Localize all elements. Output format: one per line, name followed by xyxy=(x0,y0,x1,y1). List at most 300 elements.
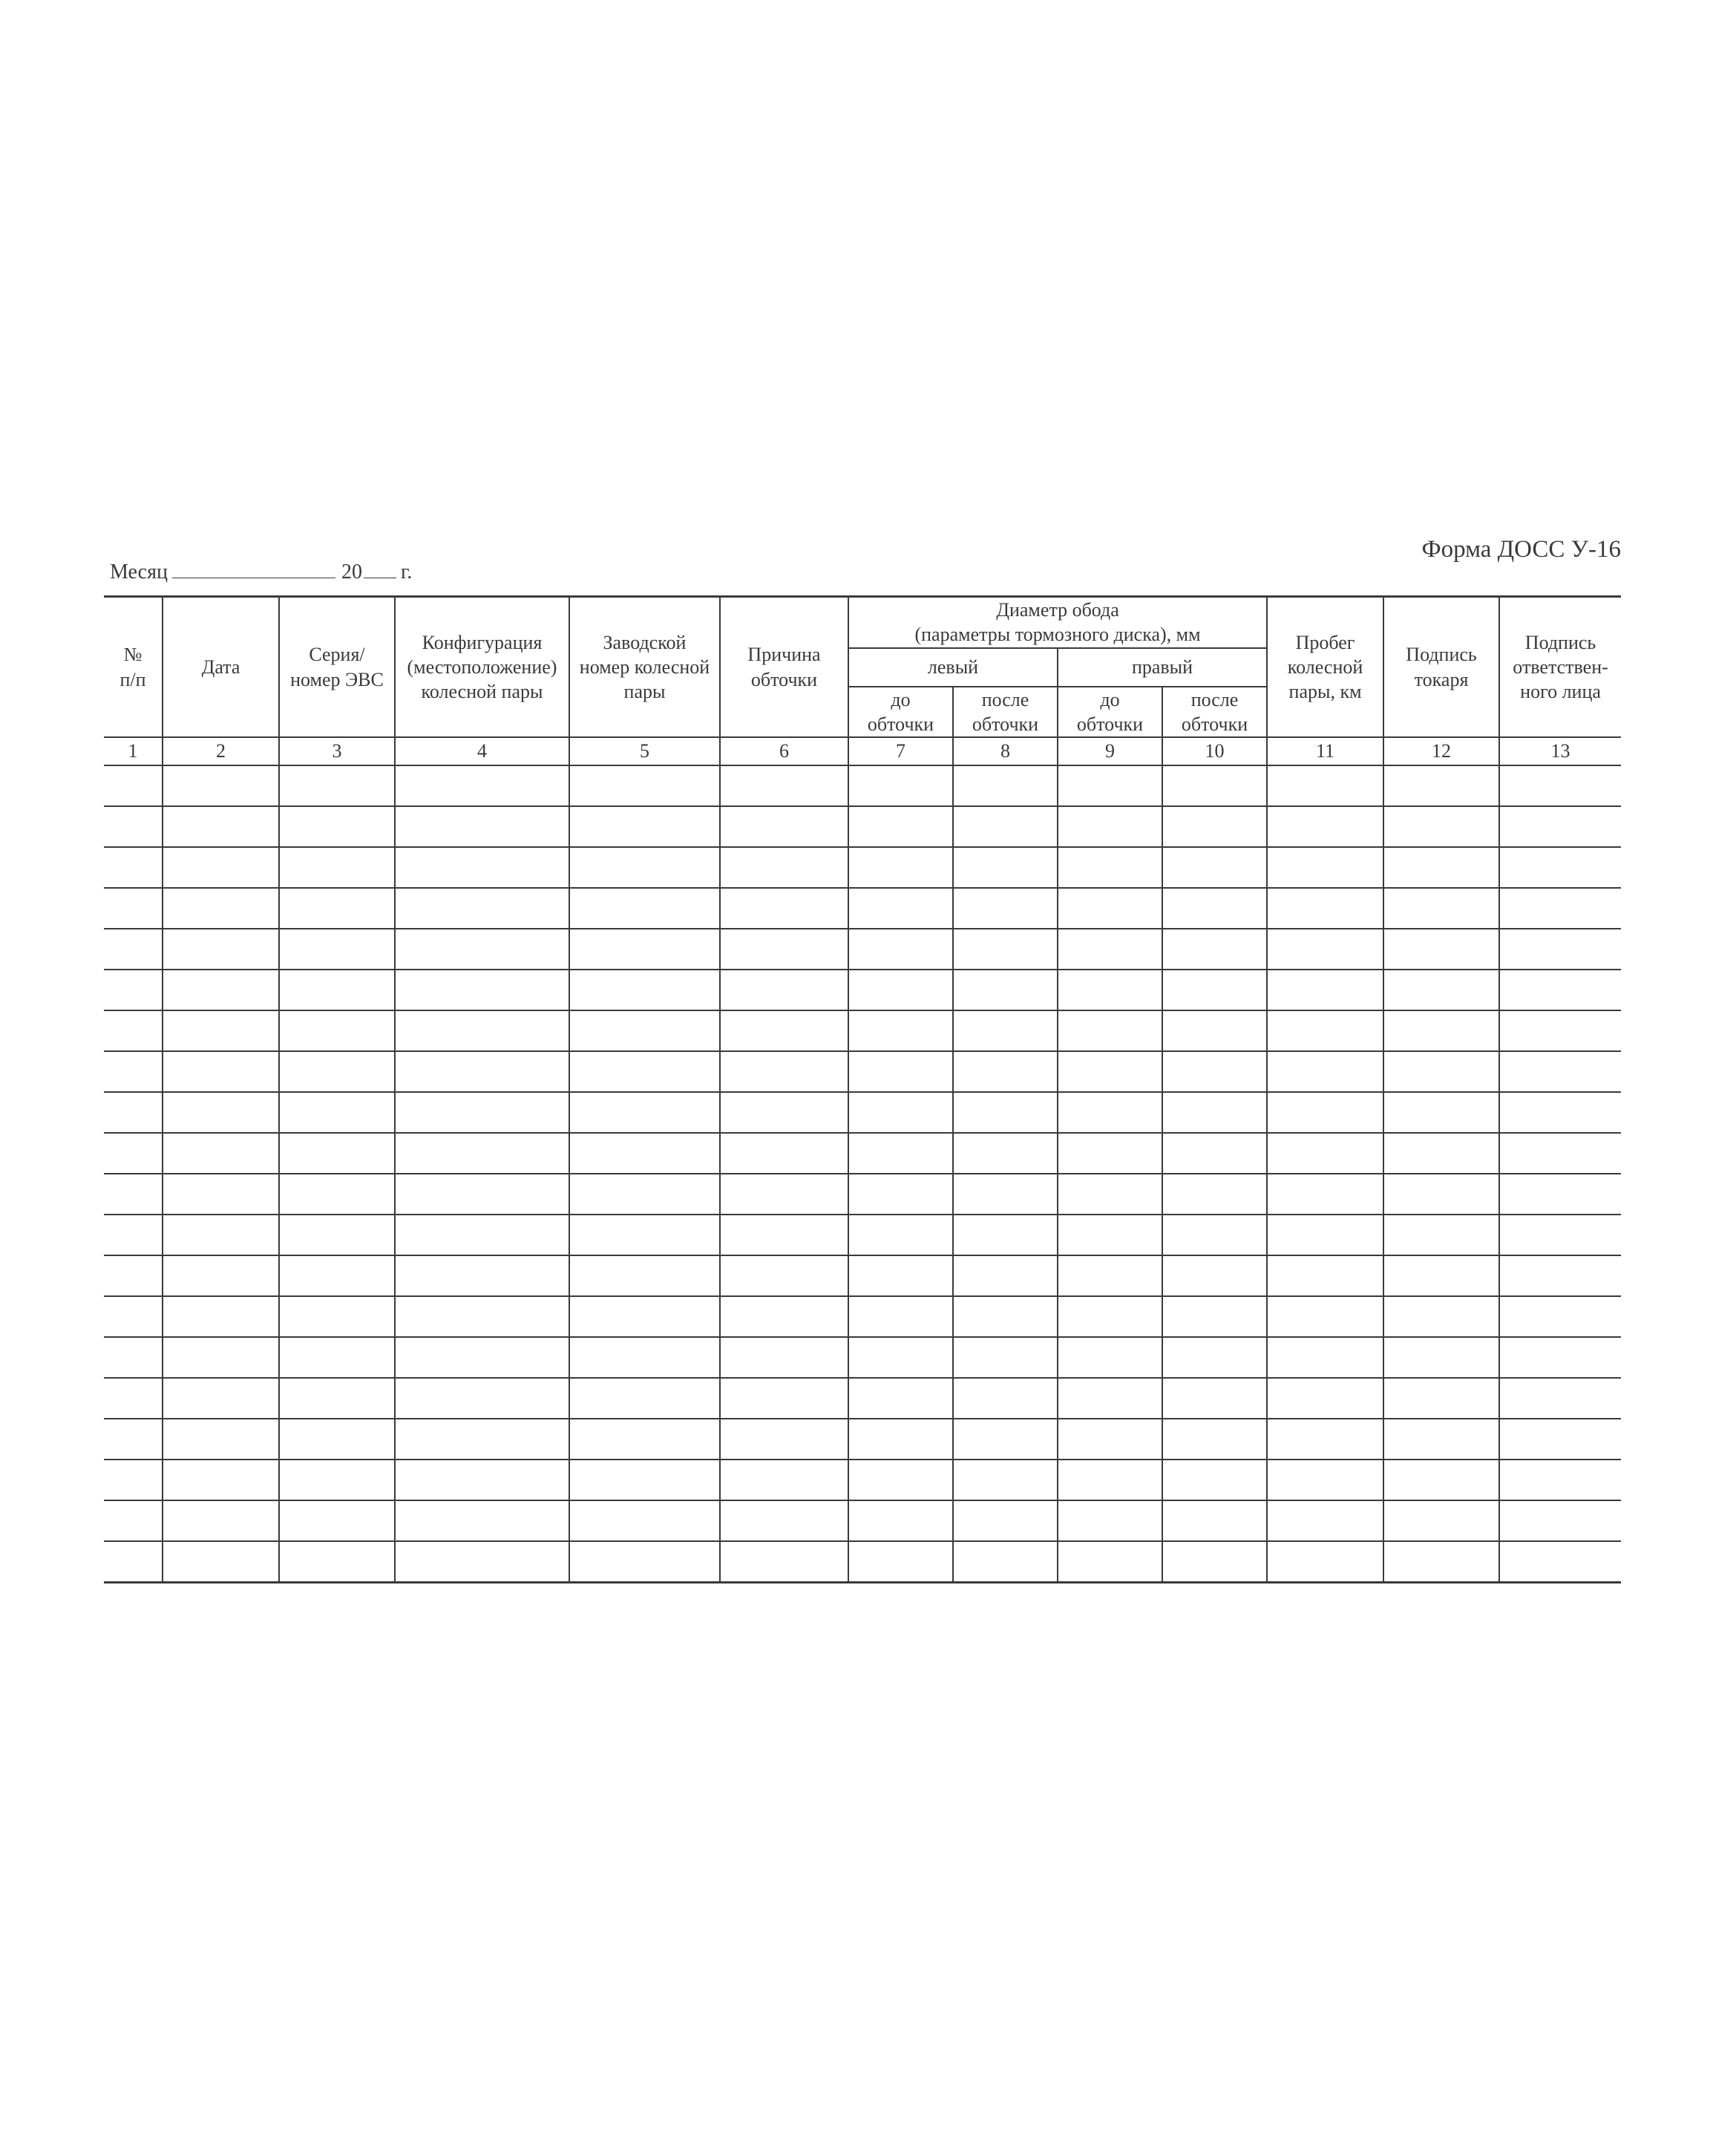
table-cell[interactable] xyxy=(720,1460,848,1500)
table-cell[interactable] xyxy=(163,1296,279,1337)
table-row xyxy=(104,1296,1621,1337)
table-cell[interactable] xyxy=(569,1255,720,1296)
table-cell[interactable] xyxy=(104,929,163,970)
table-cell[interactable] xyxy=(569,1541,720,1583)
table-cell[interactable] xyxy=(1383,929,1499,970)
table-cell[interactable] xyxy=(163,1215,279,1255)
table-cell[interactable] xyxy=(953,929,1058,970)
table-cell[interactable] xyxy=(1499,1296,1621,1337)
table-cell[interactable] xyxy=(1383,888,1499,929)
table-cell[interactable] xyxy=(720,888,848,929)
table-cell[interactable] xyxy=(279,929,395,970)
table-cell[interactable] xyxy=(395,1133,569,1174)
table-cell[interactable] xyxy=(395,1092,569,1133)
table-cell[interactable] xyxy=(279,1419,395,1460)
table-cell[interactable] xyxy=(953,1500,1058,1541)
table-cell[interactable] xyxy=(1058,1500,1162,1541)
table-cell[interactable] xyxy=(1162,970,1267,1010)
table-cell[interactable] xyxy=(720,765,848,806)
table-cell[interactable] xyxy=(395,1296,569,1337)
table-cell[interactable] xyxy=(953,1010,1058,1051)
table-cell[interactable] xyxy=(395,1500,569,1541)
table-cell[interactable] xyxy=(953,1133,1058,1174)
table-cell[interactable] xyxy=(1267,765,1383,806)
table-cell[interactable] xyxy=(163,1255,279,1296)
table-cell[interactable] xyxy=(279,1296,395,1337)
table-cell[interactable] xyxy=(1267,1255,1383,1296)
table-cell[interactable] xyxy=(848,1255,953,1296)
table-cell[interactable] xyxy=(279,1378,395,1419)
month-blank[interactable] xyxy=(172,561,335,578)
table-cell[interactable] xyxy=(1058,847,1162,888)
table-cell[interactable] xyxy=(720,1378,848,1419)
table-cell[interactable] xyxy=(104,1460,163,1500)
column-number: 5 xyxy=(569,737,720,765)
table-cell[interactable] xyxy=(1058,806,1162,847)
table-cell[interactable] xyxy=(395,1460,569,1500)
table-cell[interactable] xyxy=(1162,1010,1267,1051)
journal-body xyxy=(104,765,1621,1583)
table-cell[interactable] xyxy=(1267,970,1383,1010)
table-cell[interactable] xyxy=(1267,1419,1383,1460)
table-cell[interactable] xyxy=(104,1541,163,1583)
table-cell[interactable] xyxy=(395,888,569,929)
table-cell[interactable] xyxy=(1499,929,1621,970)
table-cell[interactable] xyxy=(1058,1174,1162,1215)
table-cell[interactable] xyxy=(1162,847,1267,888)
table-cell[interactable] xyxy=(720,1541,848,1583)
table-cell[interactable] xyxy=(953,888,1058,929)
table-cell[interactable] xyxy=(1162,765,1267,806)
table-cell[interactable] xyxy=(1267,806,1383,847)
column-number: 13 xyxy=(1499,737,1621,765)
table-cell[interactable] xyxy=(1162,1337,1267,1378)
table-row xyxy=(104,929,1621,970)
table-cell[interactable] xyxy=(163,1010,279,1051)
table-cell[interactable] xyxy=(569,1215,720,1255)
column-number: 11 xyxy=(1267,737,1383,765)
table-cell[interactable] xyxy=(1267,1215,1383,1255)
table-cell[interactable] xyxy=(279,1500,395,1541)
year-blank[interactable] xyxy=(364,561,396,578)
table-cell[interactable] xyxy=(720,1133,848,1174)
table-cell[interactable] xyxy=(104,1337,163,1378)
table-cell[interactable] xyxy=(395,1174,569,1215)
table-cell[interactable] xyxy=(569,888,720,929)
table-cell[interactable] xyxy=(1162,1378,1267,1419)
table-cell[interactable] xyxy=(104,970,163,1010)
header-date: Дата xyxy=(163,597,279,738)
table-cell[interactable] xyxy=(163,929,279,970)
table-cell[interactable] xyxy=(1499,1133,1621,1174)
table-cell[interactable] xyxy=(1058,1255,1162,1296)
table-cell[interactable] xyxy=(279,1092,395,1133)
header-left-after: после обточки xyxy=(953,687,1058,738)
table-cell[interactable] xyxy=(1499,1337,1621,1378)
table-cell[interactable] xyxy=(279,1255,395,1296)
table-cell[interactable] xyxy=(848,1010,953,1051)
table-cell[interactable] xyxy=(395,765,569,806)
table-cell[interactable] xyxy=(395,1255,569,1296)
table-cell[interactable] xyxy=(1058,1378,1162,1419)
table-cell[interactable] xyxy=(1499,888,1621,929)
table-cell[interactable] xyxy=(163,1092,279,1133)
table-cell[interactable] xyxy=(279,1174,395,1215)
table-cell[interactable] xyxy=(569,1133,720,1174)
table-cell[interactable] xyxy=(720,1092,848,1133)
table-cell[interactable] xyxy=(848,888,953,929)
table-cell[interactable] xyxy=(953,765,1058,806)
table-cell[interactable] xyxy=(163,1460,279,1500)
table-cell[interactable] xyxy=(1162,1500,1267,1541)
table-cell[interactable] xyxy=(1499,1092,1621,1133)
table-cell[interactable] xyxy=(1058,1419,1162,1460)
table-cell[interactable] xyxy=(1267,1337,1383,1378)
table-cell[interactable] xyxy=(395,1541,569,1583)
table-cell[interactable] xyxy=(1162,806,1267,847)
table-cell[interactable] xyxy=(395,929,569,970)
table-cell[interactable] xyxy=(569,765,720,806)
table-cell[interactable] xyxy=(848,1174,953,1215)
table-cell[interactable] xyxy=(163,1051,279,1092)
table-cell[interactable] xyxy=(1383,1174,1499,1215)
year-suffix: г. xyxy=(400,560,413,584)
table-cell[interactable] xyxy=(848,970,953,1010)
table-cell[interactable] xyxy=(279,847,395,888)
table-cell[interactable] xyxy=(848,1215,953,1255)
table-cell[interactable] xyxy=(279,1460,395,1500)
table-cell[interactable] xyxy=(720,970,848,1010)
table-cell[interactable] xyxy=(569,929,720,970)
table-cell[interactable] xyxy=(1267,1010,1383,1051)
table-cell[interactable] xyxy=(1383,1255,1499,1296)
table-cell[interactable] xyxy=(569,1092,720,1133)
table-cell[interactable] xyxy=(1058,1133,1162,1174)
table-cell[interactable] xyxy=(848,847,953,888)
table-cell[interactable] xyxy=(1267,847,1383,888)
table-cell[interactable] xyxy=(395,1215,569,1255)
table-cell[interactable] xyxy=(720,1215,848,1255)
table-cell[interactable] xyxy=(163,1133,279,1174)
table-cell[interactable] xyxy=(163,1419,279,1460)
table-cell[interactable] xyxy=(848,765,953,806)
table-cell[interactable] xyxy=(279,1051,395,1092)
table-cell[interactable] xyxy=(1162,1255,1267,1296)
table-row xyxy=(104,888,1621,929)
table-cell[interactable] xyxy=(848,1500,953,1541)
table-cell[interactable] xyxy=(1162,929,1267,970)
table-cell[interactable] xyxy=(163,1500,279,1541)
table-cell[interactable] xyxy=(1058,765,1162,806)
table-cell[interactable] xyxy=(1267,1378,1383,1419)
table-cell[interactable] xyxy=(163,888,279,929)
table-cell[interactable] xyxy=(1383,1133,1499,1174)
table-cell[interactable] xyxy=(279,1010,395,1051)
table-cell[interactable] xyxy=(1162,1419,1267,1460)
table-cell[interactable] xyxy=(1499,1541,1621,1583)
table-cell[interactable] xyxy=(1058,888,1162,929)
table-cell[interactable] xyxy=(953,1092,1058,1133)
table-cell[interactable] xyxy=(1267,1133,1383,1174)
table-cell[interactable] xyxy=(163,970,279,1010)
table-cell[interactable] xyxy=(395,1419,569,1460)
header-turner-signature: Подпись токаря xyxy=(1383,597,1499,738)
column-number: 2 xyxy=(163,737,279,765)
table-cell[interactable] xyxy=(163,1378,279,1419)
table-cell[interactable] xyxy=(953,1460,1058,1500)
table-cell[interactable] xyxy=(848,1337,953,1378)
table-cell[interactable] xyxy=(720,1255,848,1296)
table-cell[interactable] xyxy=(395,970,569,1010)
table-cell[interactable] xyxy=(104,1174,163,1215)
table-cell[interactable] xyxy=(279,765,395,806)
table-row xyxy=(104,1010,1621,1051)
table-cell[interactable] xyxy=(279,1133,395,1174)
table-cell[interactable] xyxy=(163,847,279,888)
table-cell[interactable] xyxy=(163,1541,279,1583)
table-cell[interactable] xyxy=(953,1174,1058,1215)
table-cell[interactable] xyxy=(1267,1500,1383,1541)
table-cell[interactable] xyxy=(720,1419,848,1460)
table-cell[interactable] xyxy=(1383,847,1499,888)
table-cell[interactable] xyxy=(104,1010,163,1051)
table-cell[interactable] xyxy=(395,1378,569,1419)
table-cell[interactable] xyxy=(1267,1092,1383,1133)
table-cell[interactable] xyxy=(1383,1010,1499,1051)
table-cell[interactable] xyxy=(1058,1296,1162,1337)
header-factory-number: Заводской номер колесной пары xyxy=(569,597,720,738)
table-cell[interactable] xyxy=(848,1133,953,1174)
table-cell[interactable] xyxy=(1162,1460,1267,1500)
table-cell[interactable] xyxy=(104,1500,163,1541)
table-cell[interactable] xyxy=(1162,1133,1267,1174)
table-cell[interactable] xyxy=(1162,1174,1267,1215)
table-row xyxy=(104,847,1621,888)
table-cell[interactable] xyxy=(1267,1541,1383,1583)
column-number: 10 xyxy=(1162,737,1267,765)
table-cell[interactable] xyxy=(848,1378,953,1419)
table-cell[interactable] xyxy=(1499,1051,1621,1092)
table-cell[interactable] xyxy=(1499,847,1621,888)
column-number: 8 xyxy=(953,737,1058,765)
table-cell[interactable] xyxy=(569,1500,720,1541)
table-cell[interactable] xyxy=(953,806,1058,847)
table-cell[interactable] xyxy=(163,806,279,847)
table-cell[interactable] xyxy=(569,970,720,1010)
table-cell[interactable] xyxy=(104,888,163,929)
table-cell[interactable] xyxy=(104,847,163,888)
table-row xyxy=(104,1255,1621,1296)
table-cell[interactable] xyxy=(569,1296,720,1337)
table-cell[interactable] xyxy=(163,1174,279,1215)
table-cell[interactable] xyxy=(848,1460,953,1500)
table-cell[interactable] xyxy=(569,1337,720,1378)
table-cell[interactable] xyxy=(104,765,163,806)
table-row xyxy=(104,1092,1621,1133)
header-left: левый xyxy=(848,648,1058,687)
table-cell[interactable] xyxy=(569,1174,720,1215)
table-cell[interactable] xyxy=(569,1010,720,1051)
table-cell[interactable] xyxy=(1499,806,1621,847)
table-cell[interactable] xyxy=(1383,1500,1499,1541)
table-cell[interactable] xyxy=(395,1337,569,1378)
column-number: 12 xyxy=(1383,737,1499,765)
table-row xyxy=(104,765,1621,806)
table-cell[interactable] xyxy=(848,1419,953,1460)
table-cell[interactable] xyxy=(1383,1051,1499,1092)
table-cell[interactable] xyxy=(720,1010,848,1051)
table-cell[interactable] xyxy=(279,970,395,1010)
table-cell[interactable] xyxy=(720,847,848,888)
table-cell[interactable] xyxy=(569,1460,720,1500)
table-cell[interactable] xyxy=(163,1337,279,1378)
table-cell[interactable] xyxy=(279,888,395,929)
table-cell[interactable] xyxy=(1058,1051,1162,1092)
table-cell[interactable] xyxy=(1383,1419,1499,1460)
table-cell[interactable] xyxy=(279,1215,395,1255)
table-cell[interactable] xyxy=(1383,1296,1499,1337)
column-number: 4 xyxy=(395,737,569,765)
table-cell[interactable] xyxy=(953,1255,1058,1296)
table-row xyxy=(104,806,1621,847)
table-cell[interactable] xyxy=(104,1092,163,1133)
table-cell[interactable] xyxy=(569,1051,720,1092)
table-cell[interactable] xyxy=(848,929,953,970)
table-cell[interactable] xyxy=(720,1174,848,1215)
table-cell[interactable] xyxy=(163,765,279,806)
header-responsible-signature: Подпись ответствен- ного лица xyxy=(1499,597,1621,738)
table-cell[interactable] xyxy=(1162,1215,1267,1255)
table-cell[interactable] xyxy=(1267,888,1383,929)
header-right: правый xyxy=(1058,648,1267,687)
table-cell[interactable] xyxy=(1383,1337,1499,1378)
table-cell[interactable] xyxy=(279,1337,395,1378)
table-row xyxy=(104,1051,1621,1092)
table-cell[interactable] xyxy=(953,847,1058,888)
table-cell[interactable] xyxy=(104,1051,163,1092)
table-cell[interactable] xyxy=(104,1419,163,1460)
table-cell[interactable] xyxy=(1499,1010,1621,1051)
table-cell[interactable] xyxy=(1499,765,1621,806)
table-cell[interactable] xyxy=(279,806,395,847)
table-cell[interactable] xyxy=(1058,1541,1162,1583)
table-cell[interactable] xyxy=(720,1337,848,1378)
table-cell[interactable] xyxy=(1499,1500,1621,1541)
table-cell[interactable] xyxy=(395,1010,569,1051)
table-cell[interactable] xyxy=(1058,970,1162,1010)
table-cell[interactable] xyxy=(1058,929,1162,970)
table-cell[interactable] xyxy=(1162,1051,1267,1092)
table-cell[interactable] xyxy=(1058,1215,1162,1255)
header-right-after: после обточки xyxy=(1162,687,1267,738)
column-number: 6 xyxy=(720,737,848,765)
table-cell[interactable] xyxy=(1383,1092,1499,1133)
table-cell[interactable] xyxy=(569,1378,720,1419)
table-cell[interactable] xyxy=(953,970,1058,1010)
table-cell[interactable] xyxy=(1383,1215,1499,1255)
table-cell[interactable] xyxy=(395,806,569,847)
table-cell[interactable] xyxy=(953,1215,1058,1255)
table-cell[interactable] xyxy=(1383,970,1499,1010)
table-cell[interactable] xyxy=(1058,1337,1162,1378)
table-cell[interactable] xyxy=(848,806,953,847)
table-cell[interactable] xyxy=(1267,929,1383,970)
table-cell[interactable] xyxy=(1383,1541,1499,1583)
table-cell[interactable] xyxy=(1383,1460,1499,1500)
table-cell[interactable] xyxy=(1499,1419,1621,1460)
table-cell[interactable] xyxy=(104,1296,163,1337)
table-cell[interactable] xyxy=(569,1419,720,1460)
table-cell[interactable] xyxy=(1267,1460,1383,1500)
table-cell[interactable] xyxy=(1383,765,1499,806)
table-cell[interactable] xyxy=(104,806,163,847)
table-row xyxy=(104,1419,1621,1460)
table-cell[interactable] xyxy=(1058,1460,1162,1500)
table-cell[interactable] xyxy=(953,1051,1058,1092)
form-title: Форма ДОСС У-16 xyxy=(1421,536,1621,563)
table-cell[interactable] xyxy=(569,806,720,847)
table-cell[interactable] xyxy=(953,1337,1058,1378)
header-diameter-group: Диаметр обода (параметры тормозного диска), мм xyxy=(848,597,1267,648)
table-cell[interactable] xyxy=(720,1296,848,1337)
table-cell[interactable] xyxy=(848,1051,953,1092)
table-cell[interactable] xyxy=(1162,1541,1267,1583)
table-cell[interactable] xyxy=(104,1133,163,1174)
table-cell[interactable] xyxy=(279,1541,395,1583)
table-cell[interactable] xyxy=(569,847,720,888)
table-cell[interactable] xyxy=(848,1092,953,1133)
table-cell[interactable] xyxy=(1383,1378,1499,1419)
table-cell[interactable] xyxy=(1162,1092,1267,1133)
table-cell[interactable] xyxy=(720,1051,848,1092)
table-cell[interactable] xyxy=(953,1378,1058,1419)
table-cell[interactable] xyxy=(1383,806,1499,847)
header-number: № п/п xyxy=(104,597,163,738)
table-cell[interactable] xyxy=(953,1541,1058,1583)
table-cell[interactable] xyxy=(1267,1051,1383,1092)
table-cell[interactable] xyxy=(395,847,569,888)
table-cell[interactable] xyxy=(1058,1010,1162,1051)
table-cell[interactable] xyxy=(720,929,848,970)
table-cell[interactable] xyxy=(1499,1215,1621,1255)
month-line xyxy=(110,560,412,584)
table-cell[interactable] xyxy=(848,1541,953,1583)
table-cell[interactable] xyxy=(848,1296,953,1337)
table-cell[interactable] xyxy=(720,806,848,847)
table-cell[interactable] xyxy=(1499,1378,1621,1419)
column-number: 1 xyxy=(104,737,163,765)
table-cell[interactable] xyxy=(720,1500,848,1541)
table-row xyxy=(104,1174,1621,1215)
table-cell[interactable] xyxy=(1058,1092,1162,1133)
table-cell[interactable] xyxy=(1499,970,1621,1010)
table-cell[interactable] xyxy=(104,1215,163,1255)
column-number: 9 xyxy=(1058,737,1162,765)
table-cell[interactable] xyxy=(1162,888,1267,929)
table-cell[interactable] xyxy=(104,1255,163,1296)
table-cell[interactable] xyxy=(1499,1255,1621,1296)
table-cell[interactable] xyxy=(1499,1174,1621,1215)
table-row xyxy=(104,1460,1621,1500)
table-cell[interactable] xyxy=(1267,1174,1383,1215)
table-cell[interactable] xyxy=(1162,1296,1267,1337)
table-cell[interactable] xyxy=(104,1378,163,1419)
table-cell[interactable] xyxy=(953,1419,1058,1460)
table-cell[interactable] xyxy=(1499,1460,1621,1500)
table-cell[interactable] xyxy=(1267,1296,1383,1337)
table-cell[interactable] xyxy=(953,1296,1058,1337)
table-cell[interactable] xyxy=(395,1051,569,1092)
